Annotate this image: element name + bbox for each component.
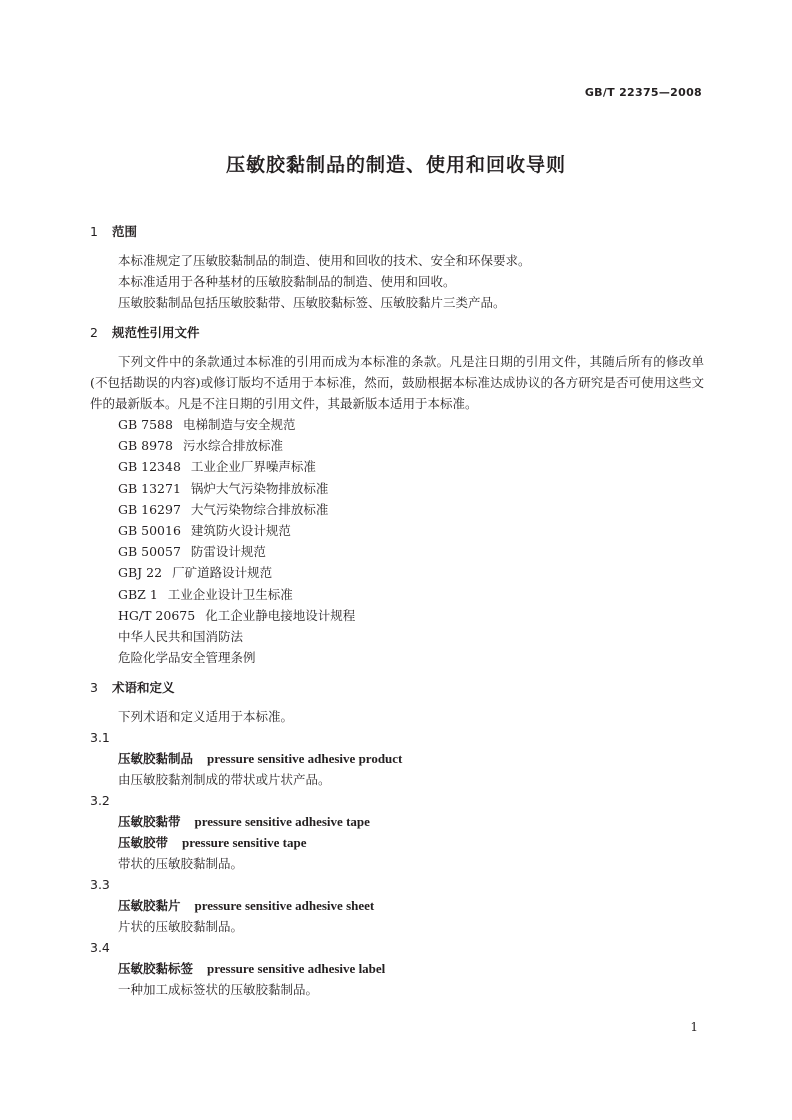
reference-code: GB 16297 [118, 501, 181, 517]
section-heading-normative-references [90, 323, 704, 343]
section-heading-terms [90, 678, 704, 698]
reference-code: GB 50057 [118, 544, 181, 560]
reference-name: 防雷设计规范 [190, 544, 266, 560]
term-entry [90, 895, 704, 916]
term-definition: 片状的压敏胶黏制品。 [118, 919, 244, 935]
reference-code: GB 8978 [118, 438, 173, 454]
section-number: 3 [90, 680, 98, 696]
term-chinese: 压敏胶黏片 [118, 898, 181, 914]
term-definition: 由压敏胶黏剂制成的带状或片状产品。 [118, 772, 331, 788]
clause-number: 3.4 [90, 940, 110, 956]
paragraph: 本标准适用于各种基材的压敏胶黏制品的制造、使用和回收。 [118, 274, 456, 289]
reference-code: GB 7588 [118, 417, 173, 432]
paragraph: 本标准规定了压敏胶黏制品的制造、使用和回收的技术、安全和环保要求。 [118, 253, 531, 268]
reference-item [90, 414, 704, 435]
section-title: 范围 [112, 224, 138, 239]
term-english: pressure sensitive adhesive label [207, 961, 386, 977]
reference-code: GBZ 1 [118, 586, 158, 602]
reference-name: 电梯制造与安全规范 [182, 417, 296, 432]
references-intro: 下列文件中的条款通过本标准的引用而成为本标准的条款。凡是注日期的引用文件，其随后所有的修改单(不包括勘误的内容)或修订版均不适用于本标准，然而，鼓励根据本标准达成协议的各方研究是否可使用这些文件的最新版本。凡是不注日期的引用文件，其最新版本适用于本标准。 [90, 354, 704, 411]
reference-item [90, 647, 704, 668]
terms-intro: 下列术语和定义适用于本标准。 [118, 709, 294, 725]
reference-name: 化工企业静电接地设计规程 [205, 607, 356, 623]
reference-item [90, 626, 704, 647]
term-entry [90, 832, 704, 853]
clause-number: 3.3 [90, 877, 110, 893]
reference-name: 厂矿道路设计规范 [172, 565, 273, 581]
reference-item [90, 605, 704, 626]
term-chinese: 压敏胶黏制品 [118, 751, 194, 767]
reference-name: 建筑防火设计规范 [190, 523, 291, 539]
term-english: pressure sensitive adhesive tape [194, 814, 370, 830]
term-entry [90, 958, 704, 979]
term-chinese: 压敏胶黏标签 [118, 961, 194, 977]
term-chinese: 压敏胶带 [118, 835, 169, 851]
page-number: 1 [690, 1020, 698, 1034]
reference-name: 锅炉大气污染物排放标准 [190, 480, 329, 496]
term-entry [90, 811, 704, 832]
paragraph: 压敏胶黏制品包括压敏胶黏带、压敏胶黏标签、压敏胶黏片三类产品。 [118, 295, 506, 310]
term-list [90, 727, 704, 1000]
reference-code: GB 12348 [118, 459, 181, 475]
term-definition: 一种加工成标签状的压敏胶黏制品。 [118, 982, 319, 998]
clause-number: 3.2 [90, 793, 110, 809]
section-number: 1 [90, 224, 98, 239]
term-chinese: 压敏胶黏带 [118, 814, 181, 830]
reference-name: 工业企业厂界噪声标准 [190, 459, 316, 475]
term-english: pressure sensitive adhesive product [207, 751, 403, 767]
section-title: 规范性引用文件 [112, 325, 200, 340]
reference-item [90, 456, 704, 477]
standard-number: GB/T 22375—2008 [584, 86, 702, 99]
section-heading-scope [90, 222, 704, 242]
term-english: pressure sensitive tape [182, 835, 307, 851]
page-title: 压敏胶黏制品的制造、使用和回收导则 [225, 154, 566, 176]
reference-code: GBJ 22 [118, 565, 163, 581]
reference-list [90, 414, 704, 668]
document-body [90, 222, 704, 1000]
term-english: pressure sensitive adhesive sheet [194, 898, 375, 914]
section-title: 术语和定义 [112, 680, 175, 696]
reference-name: 大气污染物综合排放标准 [190, 501, 329, 517]
reference-item [90, 478, 704, 499]
reference-name: 工业企业设计卫生标准 [167, 586, 293, 602]
reference-item [90, 541, 704, 562]
reference-name: 污水综合排放标准 [182, 438, 283, 454]
reference-item [90, 435, 704, 456]
reference-code: GB 50016 [118, 523, 181, 539]
reference-item [90, 584, 704, 605]
term-entry [90, 748, 704, 769]
reference-name: 危险化学品安全管理条例 [118, 650, 256, 666]
reference-code: GB 13271 [118, 480, 181, 496]
reference-item [90, 520, 704, 541]
reference-item [90, 562, 704, 583]
reference-item [90, 499, 704, 520]
reference-code: HG/T 20675 [118, 607, 196, 623]
section-number: 2 [90, 325, 98, 340]
reference-name: 中华人民共和国消防法 [118, 629, 244, 645]
term-definition: 带状的压敏胶黏制品。 [118, 856, 244, 872]
clause-number: 3.1 [90, 730, 110, 746]
